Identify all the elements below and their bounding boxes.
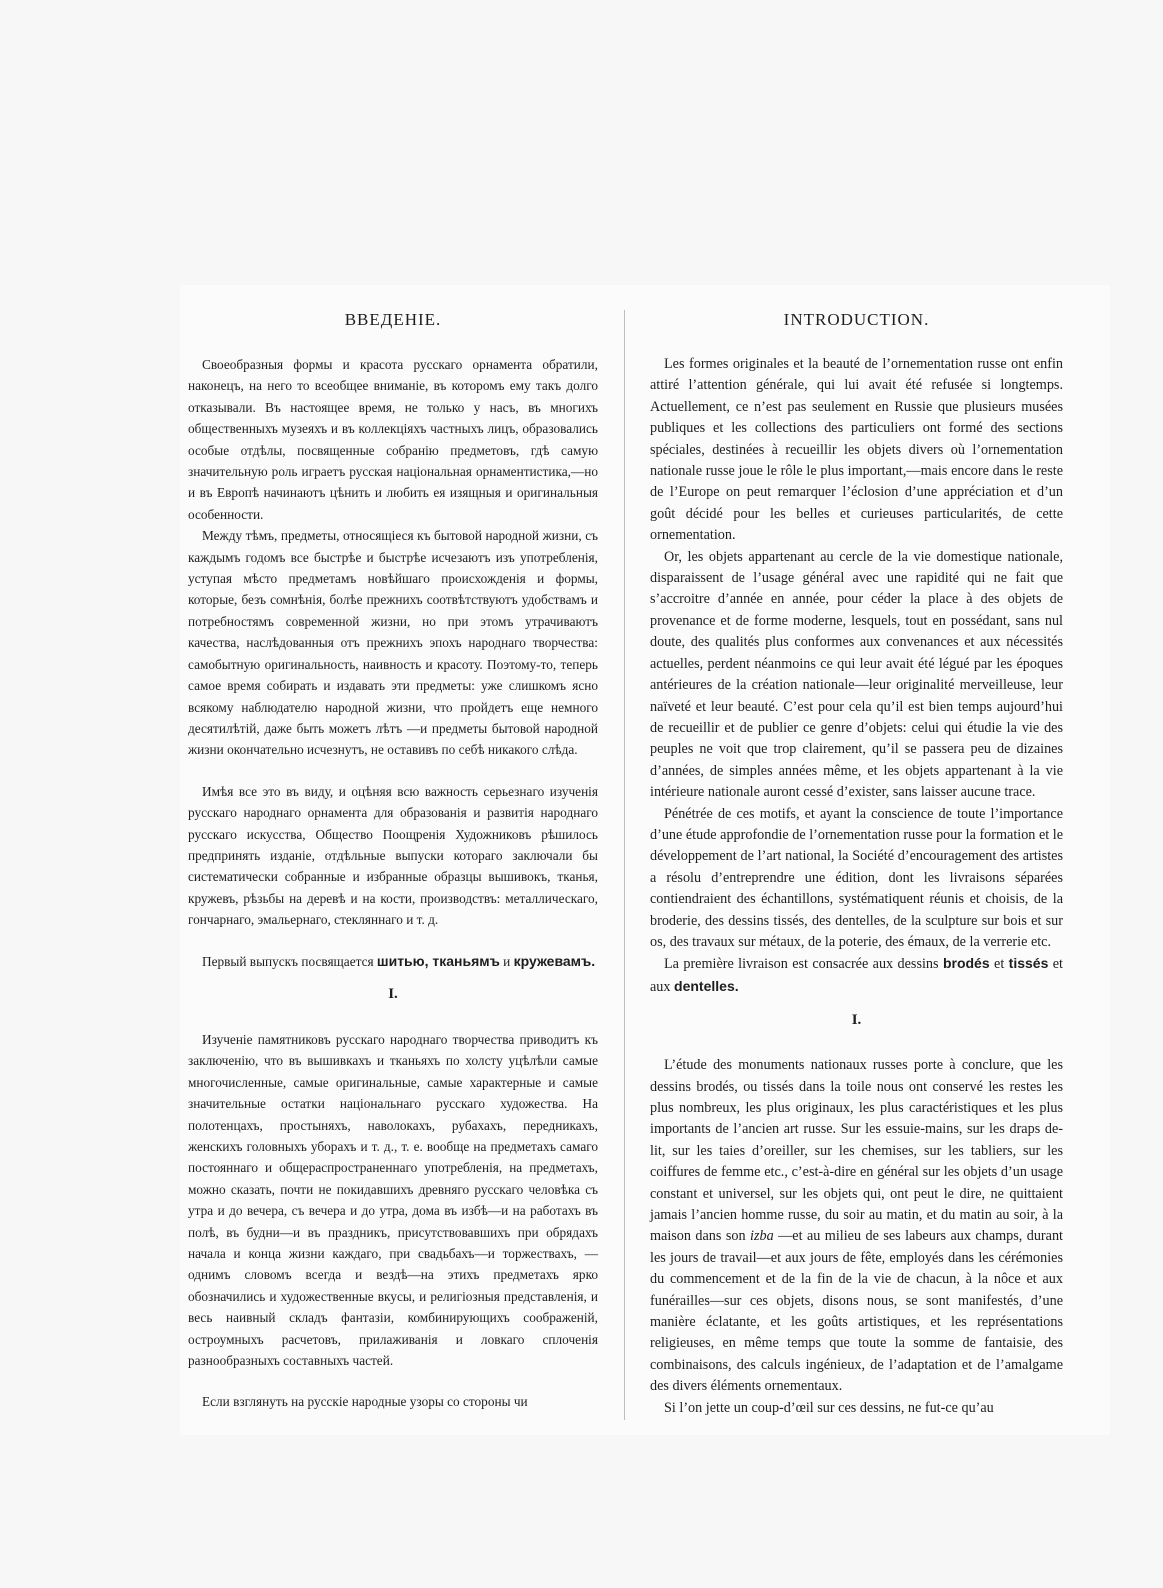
french-paragraph-4-mid2: et aux [650,956,1063,995]
french-paragraph-6: Si l’on jette un coup-d’œil sur ces dessins, ne fut-ce qu’au [664,1399,994,1416]
french-paragraph-5-b: —et au milieu de ses labeurs aux champs, durant les jours de travail—et aux jours de fête, employés dans les cérémonies du commencement et de la fin de la vie de chacun, à la nôce et aux funérailles—sur ces objets, disons nous, se sont manifestés, d’une manière éclatante, et les goûts artistiques, et les représentations religieuses, en même temps que toute la somme de fantaisie, des combinaisons, des calculs ingénieux, de l’adaptation et de l’amalgame des divers éléments ornementaux. [650,1228,1063,1395]
french-paragraph-5-a: L’étude des monuments nationaux russes porte à conclure, que les dessins brodés, ou tissés dans la toile nous ont conservé les restes les plus nombreux, les plus originaux, les plus caractéristiques et les plus importants de l’ancien art russe. Sur les essuie-mains, sur les draps de-lit, sur les taies d’oreiller, sur les chemises, sur les tabliers, sur les coiffures de femme etc., c’est-à-dire en général sur les objets d’un usage constant et universel, sur les objets qui, ont peut le dire, ne quittaient jamais l’ancien homme russe, du soir au matin, et du matin au soir, à la maison dans son [650,1057,1063,1245]
french-paragraph-4-text: La première livraison est consacrée aux dessins [664,956,943,973]
french-paragraph-3: Pénétrée de ces motifs, et ayant la conscience de toute l’importance d’une étude approfondie de l’ornementation russe pour la formation et le développement de l’art national, la Société d’encouragement des artistes a résolu d’entreprendre une édition, dont les livraisons séparées contiendraient des échantillons, systématiquent réunis et choisis, de la broderie, des dessins tissés, des dentelles, de la sculpture sur bois et sur os, des travaux sur métaux, de la poterie, des émaux, de la verrerie etc. [650,805,1063,950]
french-bold-tisses: tissés [1008,955,1049,972]
russian-paragraph-5: Изученіе памятниковъ русскаго народнаго творчества приводитъ къ заключенію, что въ вышивкахъ и тканьяхъ по холсту уцѣлѣли самые многочисленные, самые оригинальные, самые характерные и самые значительные остатки національнаго русскаго художества. На полотенцахъ, простыняхъ, наволокахъ, рубахахъ, передникахъ, женскихъ головныхъ уборахъ и т. д., т. е. вообще на предметахъ самаго постояннаго и общераспространеннаго употребленія, на предметахъ, можно сказать, почти не покидавшихъ древняго русскаго человѣка съ утра и до вечера, съ вечера и до утра, дома въ избѣ—и на работахъ въ полѣ, въ будни—и въ праздникъ, присутствовавшихъ при обрядахъ начала и конца жизни каждаго, при свадьбахъ—и торжествахъ, —однимъ словомъ всегда и вездѣ—на этихъ предметахъ ярко обозначились и художественные вкусы, и религіозныя представленія, и весь наивный складъ фантазіи, комбинирующихъ соображеній, остроумныхъ расчетовъ, прилаживанія и ловкаго сплоченія разнообразныхъ составныхъ частей. [188,1031,598,1369]
column-divider [624,310,625,1420]
russian-paragraph-4-mid: и [499,953,514,969]
french-paragraph-5 [650,1055,1063,1398]
french-section-number: I. [851,1012,862,1029]
russian-paragraph-6: Если взглянуть на русскіе народные узоры со стороны чи [202,1394,528,1410]
french-column [650,310,1063,1419]
french-paragraph-1: Les formes originales et la beauté de l’ornementation russe ont enfin attiré l’attention générale, qui lui avait été refusée si longtemps. Actuellement, ce n’est pas seulement en Russie que plusieurs musées publiques et les collections des particuliers ont formé des sections spéciales, destinées à recueillir les objets divers où l’ornementation nationale russe joue le rôle le plus important,—mais encore dans le reste de l’Europe on peut remarquer l’éclosion d’une appréciation et d’un goût décidé pour les belles et curieuses particularités, de cette ornementation. [650,356,1063,544]
french-paragraph-2: Or, les objets appartenant au cercle de la vie domestique nationale, disparaissent de l’usage général avec une rapidité qui ne fait que s’accroitre d’année en année, pour céder la place à des objets de provenance et de forme moderne, lesquels, tout en possédant, sans nul doute, des qualités plus conformes aux convenances et aux nécessités actuelles, perdent néanmoins ce qui leur avait été légué par les époques antérieures de la création nationale—leur originalité merveilleuse, leur naïveté et leur beauté. C’est pour cela qu’il est bien temps aujourd’hui de recueillir et de publier ce genre d’objets: celui qui étudie la vie des peuples ne voit que trop clairement, qu’il se passera peu de dizaines d’années, de simples années même, et les objets appartenant à la vie intérieure nationale auront cessé d’exister, sans laisser aucune trace. [650,548,1063,801]
french-bold-brodes: brodés [942,955,990,972]
russian-column [188,310,598,1413]
russian-paragraph-4-text: Первый выпускъ посвящается [202,953,377,969]
russian-paragraph-2: Между тѣмъ, предметы, относящіеся къ бытовой народной жизни, съ каждымъ годомъ все быстрѣе и быстрѣе исчезаютъ изъ употребленія, уступая мѣсто предметамъ новѣйшаго происхожденія и формы, которые, безъ сомнѣнія, болѣе прежнихъ соотвѣтствуютъ удобствамъ и потребностямъ современной жизни, но при этомъ утрачиваютъ качества, наслѣдованныя отъ прежнихъ эпохъ народнаго творчества: самобытную оригинальность, наивность и красоту. Поэтому-то, теперь самое время собирать и издавать эти предметы: уже слишкомъ ясно всякому наблюдателю народной жизни, что пройдетъ еще немного десятилѣтій, даже быть можетъ лѣтъ —и предметы бытовой народной жизни окончательно исчезнутъ, не оставивъ по себѣ никакого слѣда. [188,528,598,758]
russian-paragraph-4 [188,951,598,972]
french-title: INTRODUCTION. [783,310,930,329]
russian-paragraph-3: Имѣя все это въ виду, и оцѣняя всю важность серьезнаго изученія русскаго народнаго орнамента для образованія и развитія народнаго русскаго искусства, Общество Поощренія Художниковъ рѣшилось предпринять изданіе, отдѣльные выпуски котораго заключали бы систематически собранные и избранные образцы вышивокъ, тканья, кружевъ, рѣзьбы на деревѣ и на кости, производствъ: металлическаго, гончарнаго, эмальернаго, стекляннаго и т. д. [188,783,598,928]
russian-section-number: I. [388,985,398,1002]
russian-paragraph-1: Своеобразныя формы и красота русскаго орнамента обратили, наконецъ, на него то всеобщее вниманіе, въ которомъ ему такъ долго отказывали. Въ настоящее время, не только у насъ, въ многихъ общественныхъ музеяхъ и въ коллекціяхъ частныхъ лицъ, образовались особые отдѣлы, посвященные собранію предметовъ, гдѣ самую значительную роль играетъ русская національная орнаментистика,—но и въ Европѣ начинаютъ цѣнить и любить ея изящныя и оригинальныя особенности. [188,357,598,522]
french-bold-dentelles: dentelles. [674,977,739,994]
french-paragraph-4 [650,953,1063,998]
russian-title: ВВЕДЕНІЕ. [344,310,442,329]
french-italic-izba: izba [750,1228,774,1245]
french-paragraph-4-mid1: et [989,956,1009,973]
russian-bold-lace: кружевамъ. [513,952,596,969]
russian-bold-sewing: шитью, тканьямъ [376,952,500,969]
